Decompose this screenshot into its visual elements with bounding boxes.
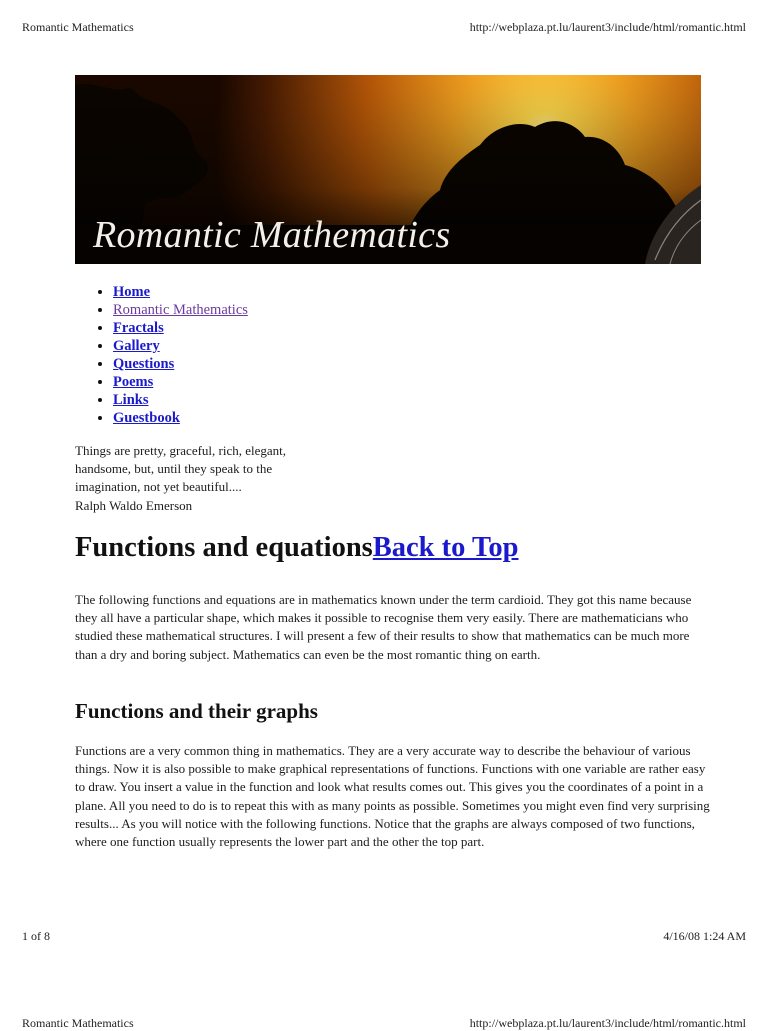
- back-to-top-link[interactable]: Back to Top: [372, 532, 519, 563]
- print-header-title: Romantic Mathematics: [22, 20, 134, 34]
- nav-item-romantic-mathematics: [113, 301, 248, 319]
- nav-link-home[interactable]: Home: [113, 284, 151, 300]
- print-header-next-url: http://webplaza.pt.lu/laurent3/include/html/romantic.html: [469, 1016, 746, 1030]
- nav-item-poems: [113, 373, 248, 391]
- print-header: [22, 20, 746, 35]
- nav-item-gallery: [113, 337, 248, 355]
- nav-link-links[interactable]: Links: [113, 392, 149, 408]
- emerson-quote: [75, 442, 345, 515]
- nav-link-poems[interactable]: Poems: [113, 374, 154, 390]
- heading-text: Functions and equations: [75, 532, 373, 563]
- nav-item-fractals: [113, 319, 248, 337]
- banner-image: [75, 75, 701, 264]
- nav-item-guestbook: [113, 409, 248, 427]
- cardioid-intro-paragraph: The following functions and equations are in mathematics known under the term cardioid. They got this name because they all have a particular shape, which makes it possible to recognise them very easily. There are mathematicians who studied these mathematical structures. I will present a few of their results to show that mathematics can be much more than a dry and boring subject. Mathematics can even be the most romantic thing on earth.: [75, 592, 692, 662]
- nav-item-questions: [113, 355, 248, 373]
- quote-line-2: handsome, but, until they speak to the: [75, 461, 273, 477]
- page-number: 1 of 8: [22, 929, 50, 943]
- nav-link-guestbook[interactable]: Guestbook: [113, 410, 180, 426]
- banner-title: Romantic Mathematics: [93, 214, 451, 256]
- main-nav: [75, 283, 248, 427]
- print-footer: [22, 929, 746, 944]
- print-header-next-title: Romantic Mathematics: [22, 1016, 134, 1030]
- section-heading-functions-equations: [75, 532, 519, 564]
- nav-link-fractals[interactable]: Fractals: [113, 320, 164, 336]
- section-heading-functions-graphs: Functions and their graphs: [75, 699, 318, 723]
- nav-item-home: [113, 283, 248, 301]
- nav-link-gallery[interactable]: Gallery: [113, 338, 160, 354]
- nav-link-romantic-mathematics[interactable]: Romantic Mathematics: [113, 302, 248, 318]
- nav-link-questions[interactable]: Questions: [113, 356, 175, 372]
- nav-item-links: [113, 391, 248, 409]
- print-header-url: http://webplaza.pt.lu/laurent3/include/html/romantic.html: [469, 20, 746, 34]
- quote-line-3: imagination, not yet beautiful....: [75, 479, 242, 495]
- functions-graphs-paragraph: Functions are a very common thing in mathematics. They are a very accurate way to describe the behaviour of various things. Now it is also possible to make graphical representations of functions. Functions with one variable are rather easy to draw. You insert a value in the function and look what results comes out. This gives you the coordinates of a point in a plane. All you need to do is to repeat this with as many points as possible. Sometimes you might even find very surprising results... As you will notice with the following functions. Notice that the graphs are always composed of two functions, where one function usually represents the lower part and the other the top part.: [75, 743, 710, 850]
- quote-author: Ralph Waldo Emerson: [75, 497, 193, 513]
- quote-line-1: Things are pretty, graceful, rich, elegant,: [75, 443, 287, 458]
- print-timestamp: 4/16/08 1:24 AM: [663, 929, 746, 943]
